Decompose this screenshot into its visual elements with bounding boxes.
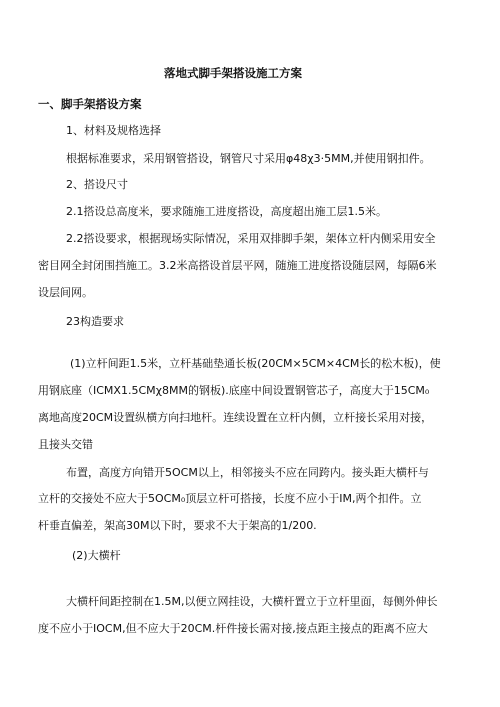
item2-2-line: 设层间网。 <box>38 286 93 299</box>
paragraph-line: 离地高度20CM设置纵横方向扫地杆。连续设置在立杆内侧，立杆接长采用对接， <box>38 411 433 424</box>
paragraph-line: 度不应小于IOCM,但不应大于20CM.杆件接长需对接,接点距主接点的距离不应大 <box>38 622 428 635</box>
paragraph-line: 且接头交错 <box>38 438 93 451</box>
item2-2-line: 密目网全封闭围挡施工。3.2米高搭设首层平网，随施工进度搭设随层网，每隔6米 <box>38 259 437 272</box>
item1-text: 根据标准要求，采用钢管搭设，钢管尺寸采用φ48χ3·5MM,并使用钢扣件。 <box>66 152 431 165</box>
paragraph-line: 立杆的交接处不应大于5OCM₀顶层立杆可搭接，长度不应小于IM,两个扣件。立 <box>38 492 422 505</box>
paragraph-line: 大横杆间距控制在1.5M,以便立网挂设，大横杆置立于立杆里面，每侧外伸长 <box>66 595 438 608</box>
subsection-heading: (2)大横杆 <box>72 549 121 562</box>
section-heading: 一、脚手架搭设方案 <box>38 97 142 111</box>
paragraph-line: (1)立杆间距1.5米，立杆基础垫通长板(20CM×5CM×4CM长的松木板)，使 <box>70 357 441 370</box>
document-title: 落地式脚手架搭设施工方案 <box>164 66 302 80</box>
paragraph-line: 杆垂直偏差，架高30M以下时，要求不大于架高的1/200. <box>38 519 317 532</box>
item2-heading: 2、搭设尺寸 <box>66 178 128 191</box>
paragraph-line: 布置，高度方向错开5OCM以上，相邻接头不应在同跨内。接头距大横杆与 <box>66 466 429 479</box>
paragraph-line: 用钢底座（ICMX1.5CMχ8MM的钢板).底座中间设置钢管芯子，高度大于15CM₀ <box>38 384 430 397</box>
item2-1-text: 2.1搭设总高度米，要求随施工进度搭设，高度超出施工层1.5米。 <box>66 205 387 218</box>
item2-2-line: 2.2搭设要求，根据现场实际情况，采用双排脚手架，架体立杆内侧采用安全 <box>66 232 436 245</box>
item23-heading: 23构造要求 <box>66 315 124 328</box>
item1-heading: 1、材料及规格选择 <box>66 124 161 137</box>
